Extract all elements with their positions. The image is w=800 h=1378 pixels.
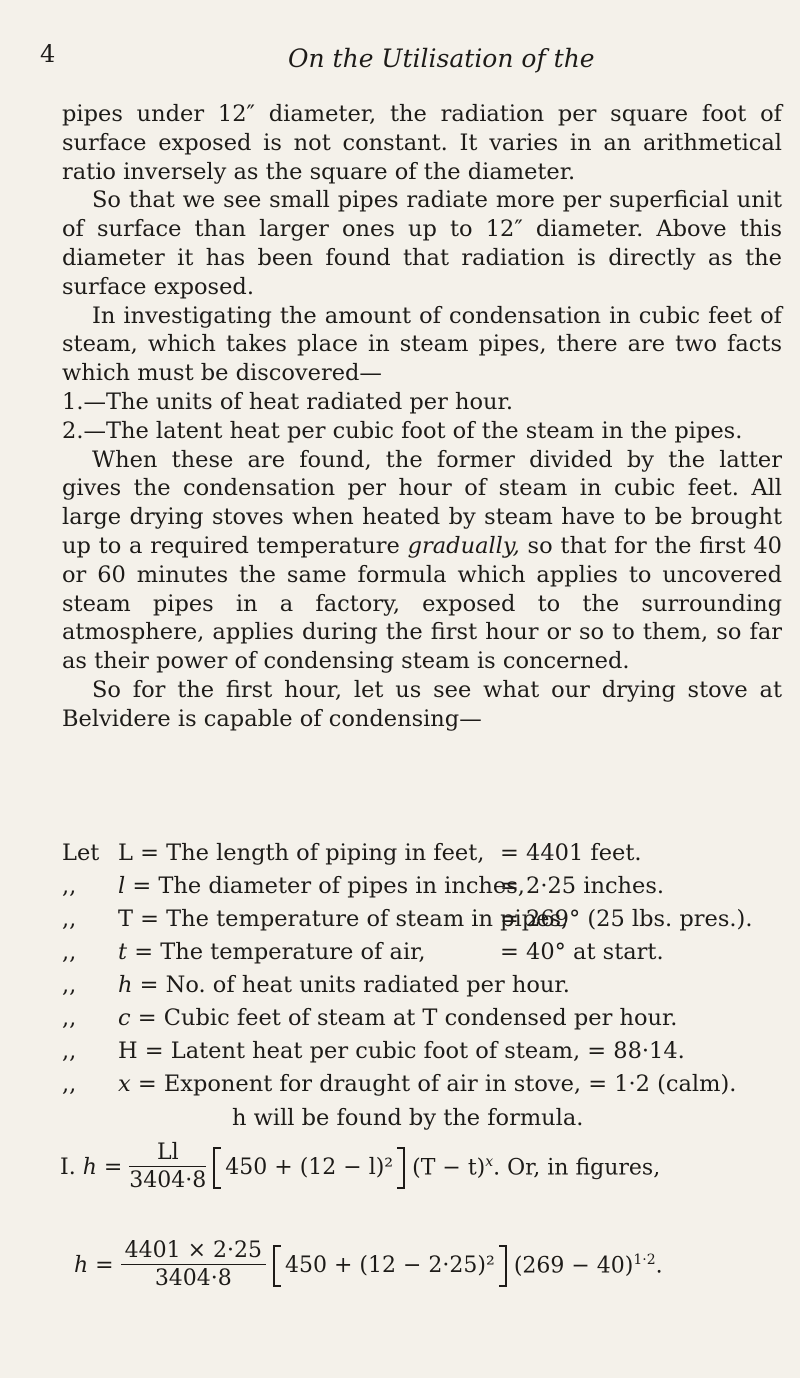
- definition-list: [62, 840, 792, 1104]
- formula-fraction: [129, 1140, 206, 1195]
- formula-fraction: [121, 1238, 266, 1293]
- definition-text: = The diameter of pipes in inches,: [132, 873, 525, 899]
- formula-exponent: x: [485, 1154, 494, 1171]
- definition-value: = 269° (25 lbs. pres.).: [500, 906, 753, 932]
- definition-prefix: ,,: [62, 972, 77, 998]
- definition-symbol: x: [118, 1071, 131, 1097]
- definition-symbol: H: [118, 1038, 138, 1064]
- definition-row: [62, 1071, 792, 1104]
- definition-prefix: ,,: [62, 906, 77, 932]
- definition-row: [62, 939, 792, 972]
- formula-numerator: Ll: [129, 1140, 206, 1167]
- list-item-1: 1.—The units of heat radiated per hour.: [62, 388, 513, 415]
- definition-value: = 4401 feet.: [500, 840, 642, 866]
- body-text: [62, 100, 782, 734]
- paragraph-2: So that we see small pipes radiate more per superficial unit of surface than larger ones up to 12″ diameter. Above this diameter it has been found that radiation is directly as the surface exposed.: [62, 187, 782, 300]
- formula-exponent: 1·2: [633, 1252, 656, 1269]
- definition-prefix: ,,: [62, 1071, 77, 1097]
- definition-symbol: T: [118, 906, 134, 932]
- definition-prefix: ,,: [62, 873, 77, 899]
- formula-numerator: 4401 × 2·25: [121, 1238, 266, 1265]
- definition-text: = The length of piping in feet,: [140, 840, 485, 866]
- definition-text: = Cubic feet of steam at T condensed per hour.: [137, 1005, 678, 1031]
- formula-after: .: [655, 1253, 663, 1279]
- definition-symbol: L: [118, 840, 133, 866]
- definition-symbol: l: [118, 873, 126, 899]
- paragraph-3: In investigating the amount of condensation in cubic feet of steam, which takes place in steam pipes, there are two facts which must be discovered—: [62, 302, 782, 387]
- definition-value: = 2·25 inches.: [500, 873, 665, 899]
- definition-value: = 40° at start.: [500, 939, 664, 965]
- formula-numeric: [60, 1238, 663, 1293]
- paragraph-4: [62, 446, 782, 676]
- formula-general: [60, 1140, 660, 1195]
- definition-text: = Latent heat per cubic foot of steam, = 88·14.: [144, 1038, 685, 1064]
- running-title: On the Utilisation of the: [288, 44, 595, 73]
- definition-prefix: ,,: [62, 1038, 77, 1064]
- definition-symbol: t: [118, 939, 128, 965]
- formula-bracket: 450 + (12 − 2·25)²: [273, 1245, 507, 1287]
- page-header: [0, 40, 800, 73]
- definition-prefix: ,,: [62, 939, 77, 965]
- definition-row: [62, 906, 792, 939]
- definition-prefix: Let: [62, 840, 100, 866]
- definition-prefix: ,,: [62, 1005, 77, 1031]
- definition-row: [62, 972, 792, 1005]
- formula-lhs: h =: [74, 1253, 114, 1278]
- formula-tail: (T − t): [412, 1155, 486, 1181]
- definition-symbol: h: [118, 972, 133, 998]
- formula-lhs: h =: [82, 1155, 123, 1180]
- formula-intro: h will be found by the formula.: [232, 1105, 584, 1131]
- formula-after: . Or, in figures,: [493, 1155, 661, 1181]
- paragraph-4-text: When these are found, the former divided by the latter gives the condensation per hour of steam in cubic feet. All large drying stoves when heated by steam have to be brought up to a required temperature: [62, 446, 782, 559]
- definition-text: = The temperature of air,: [134, 939, 426, 965]
- formula-tail: (269 − 40): [513, 1253, 634, 1279]
- paragraph-4-text-end: so that for the first 40 or 60 minutes the same formula which applies to uncovered steam pipes in a factory, exposed to the surrounding atmosphere, applies during the first hour or so to them, so far as their power of condensing steam is concerned.: [62, 532, 782, 675]
- emphasis-gradually: gradually,: [407, 532, 520, 559]
- definition-text: = Exponent for draught of air in stove, = 1·2 (calm).: [137, 1071, 737, 1097]
- paragraph-5: So for the first hour, let us see what our drying stove at Belvidere is capable of condensing—: [62, 676, 782, 732]
- formula-denominator: 3404·8: [129, 1168, 207, 1193]
- list-item-2: 2.—The latent heat per cubic foot of the steam in the pipes.: [62, 417, 743, 444]
- definition-row: [62, 873, 792, 906]
- formula-label: I.: [60, 1155, 76, 1180]
- paragraph-1: pipes under 12″ diameter, the radiation per square foot of surface exposed is not constant. It varies in an arithmetical ratio inversely as the square of the diameter.: [62, 101, 782, 185]
- definition-row: [62, 1005, 792, 1038]
- page-number: 4: [40, 40, 56, 68]
- definition-symbol: c: [118, 1005, 131, 1031]
- definition-text: = The temperature of steam in pipes,: [140, 906, 569, 932]
- definition-text: = No. of heat units radiated per hour.: [139, 972, 570, 998]
- definition-row: [62, 1038, 792, 1071]
- formula-bracket: 450 + (12 − l)²: [213, 1147, 405, 1189]
- definition-row: [62, 840, 792, 873]
- formula-denominator: 3404·8: [154, 1266, 232, 1291]
